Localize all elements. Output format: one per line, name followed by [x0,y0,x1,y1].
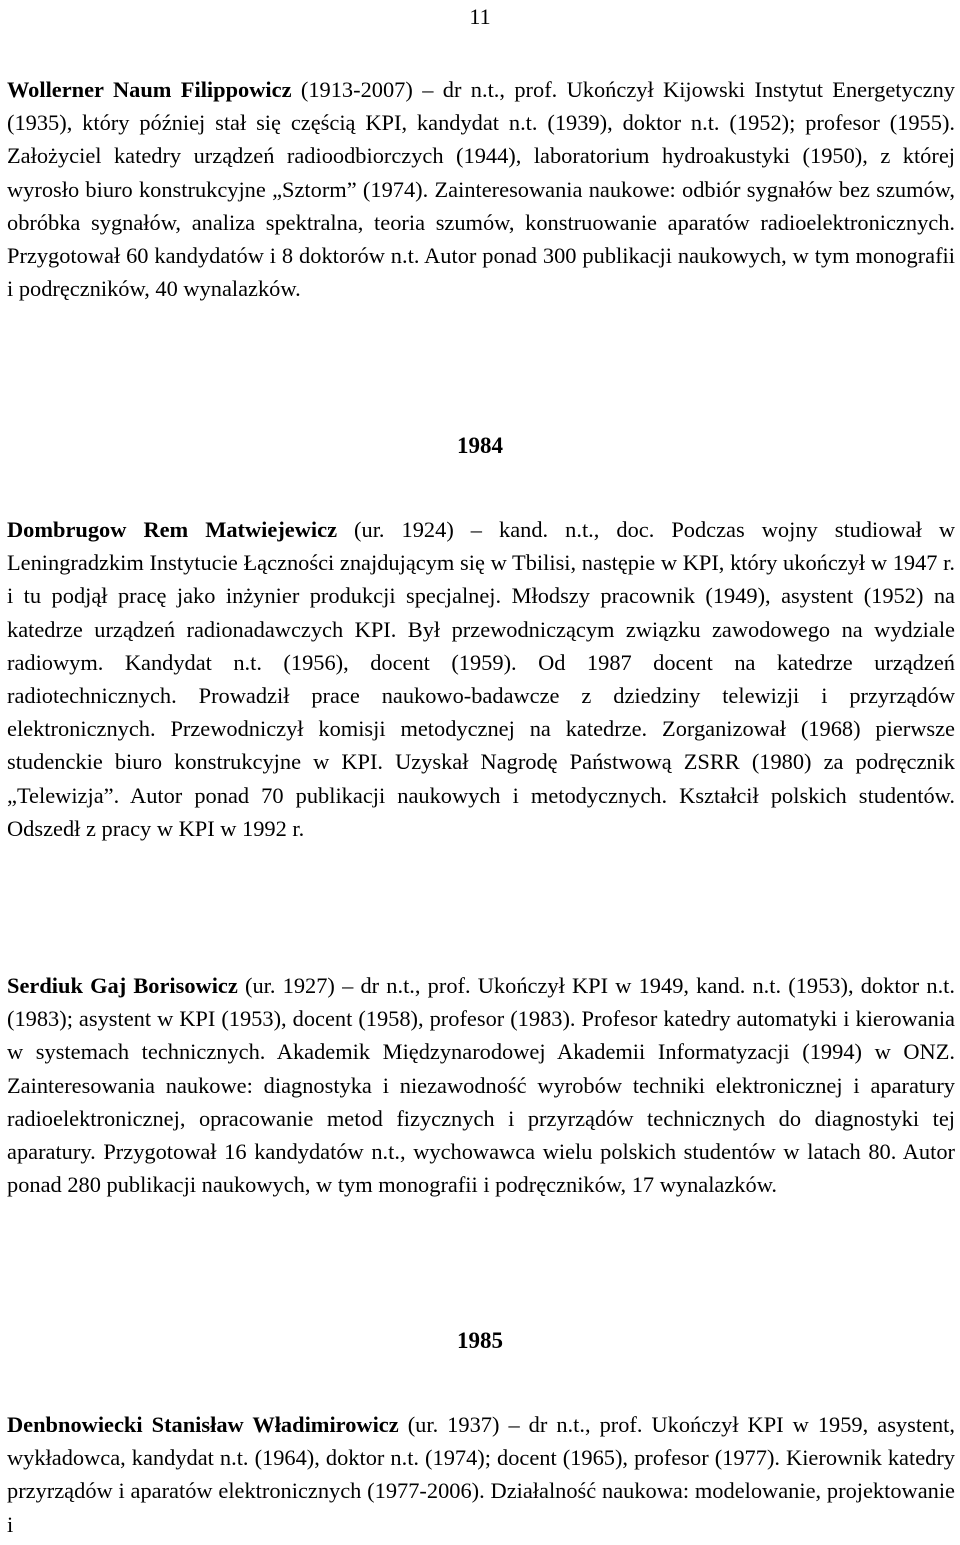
person-name: Denbnowiecki Stanisław Władimirowicz [7,1412,399,1437]
year-heading: 1985 [457,1328,503,1353]
person-name: Wollerner Naum Filippowicz [7,77,292,102]
year-heading: 1984 [457,433,503,458]
entry-text: (ur. 1927) – dr n.t., prof. Ukończył KPI w 1949, kand. n.t. (1953), doktor n.t. (1983); asystent w KPI (1953), docent (1958), profesor (1983). Profesor katedry automatyki i kierowania w systemach technicznych. Akademik Międzynarodowej Akademii Informatyzacji (1994) w ONZ. Zainteresowania naukowe: diagnostyka i niezawodność wyrobów techniki elektronicznej i aparatury radioelektronicznej, opracowanie metod fizycznych i przyrządów technicznych do diagnostyki tej aparatury. Przygotował 16 kandydatów n.t., wychowawca wielu polskich studentów w latach 80. Autor ponad 280 publikacji naukowych, w tym monografii i podręczników, 17 wynalazków. [7,973,955,1198]
biography-entry [7,969,955,1201]
person-name: Serdiuk Gaj Borisowicz [7,973,238,998]
biography-entry [7,73,955,305]
page-number: 11 [469,4,491,29]
entry-text: (ur. 1924) – kand. n.t., doc. Podczas wojny studiował w Leningradzkim Instytucie Łączności znajdującym się w Tbilisi, następie w KPI, który ukończył w 1947 r. i tu podjął pracę jako inżynier produkcji specjalnej. Młodszy pracownik (1949), asystent (1952) na katedrze urządzeń radionadawczych KPI. Był przewodniczącym związku zawodowego na wydziale radiowym. Kandydat n.t. (1956), docent (1959). Od 1987 docent na katedrze urządzeń radiotechnicznych. Prowadził prace naukowo-badawcze z dziedziny telewizji i przyrządów elektronicznych. Przewodniczył komisji metodycznej na katedrze. Zorganizował (1968) pierwsze studenckie biuro konstrukcyjne w KPI. Uzyskał Nagrodę Państwową ZSRR (1980) za podręcznik „Telewizja”. Autor ponad 70 publikacji naukowych i metodycznych. Kształcił polskich studentów. Odszedł z pracy w KPI w 1992 r. [7,517,955,841]
biography-entry [7,1408,955,1540]
entry-text: (ur. 1937) – dr n.t., prof. Ukończył KPI w 1959, asystent, wykładowca, kandydat n.t. (1964), doktor n.t. (1974); docent (1965), profesor (1977). Kierownik katedry przyrządów i aparatów elektronicznych (1977-2006). Działalność naukowa: modelowanie, projektowanie i [7,1412,955,1537]
entry-text: (1913-2007) – dr n.t., prof. Ukończył Kijowski Instytut Energetyczny (1935), który później stał się częścią KPI, kandydat n.t. (1939), doktor n.t. (1952); profesor (1955). Założyciel katedry urządzeń radioodbiorczych (1944), laboratorium hydroakustyki (1950), z której wyrosło biuro konstrukcyjne „Sztorm” (1974). Zainteresowania naukowe: odbiór sygnałów bez szumów, obróbka sygnałów, analiza spektralna, teoria szumów, konstruowanie aparatów radioelektronicznych. Przygotował 60 kandydatów i 8 doktorów n.t. Autor ponad 300 publikacji naukowych, w tym monografii i podręczników, 40 wynalazków. [7,77,955,302]
biography-entry [7,513,955,845]
person-name: Dombrugow Rem Matwiejewicz [7,517,338,542]
